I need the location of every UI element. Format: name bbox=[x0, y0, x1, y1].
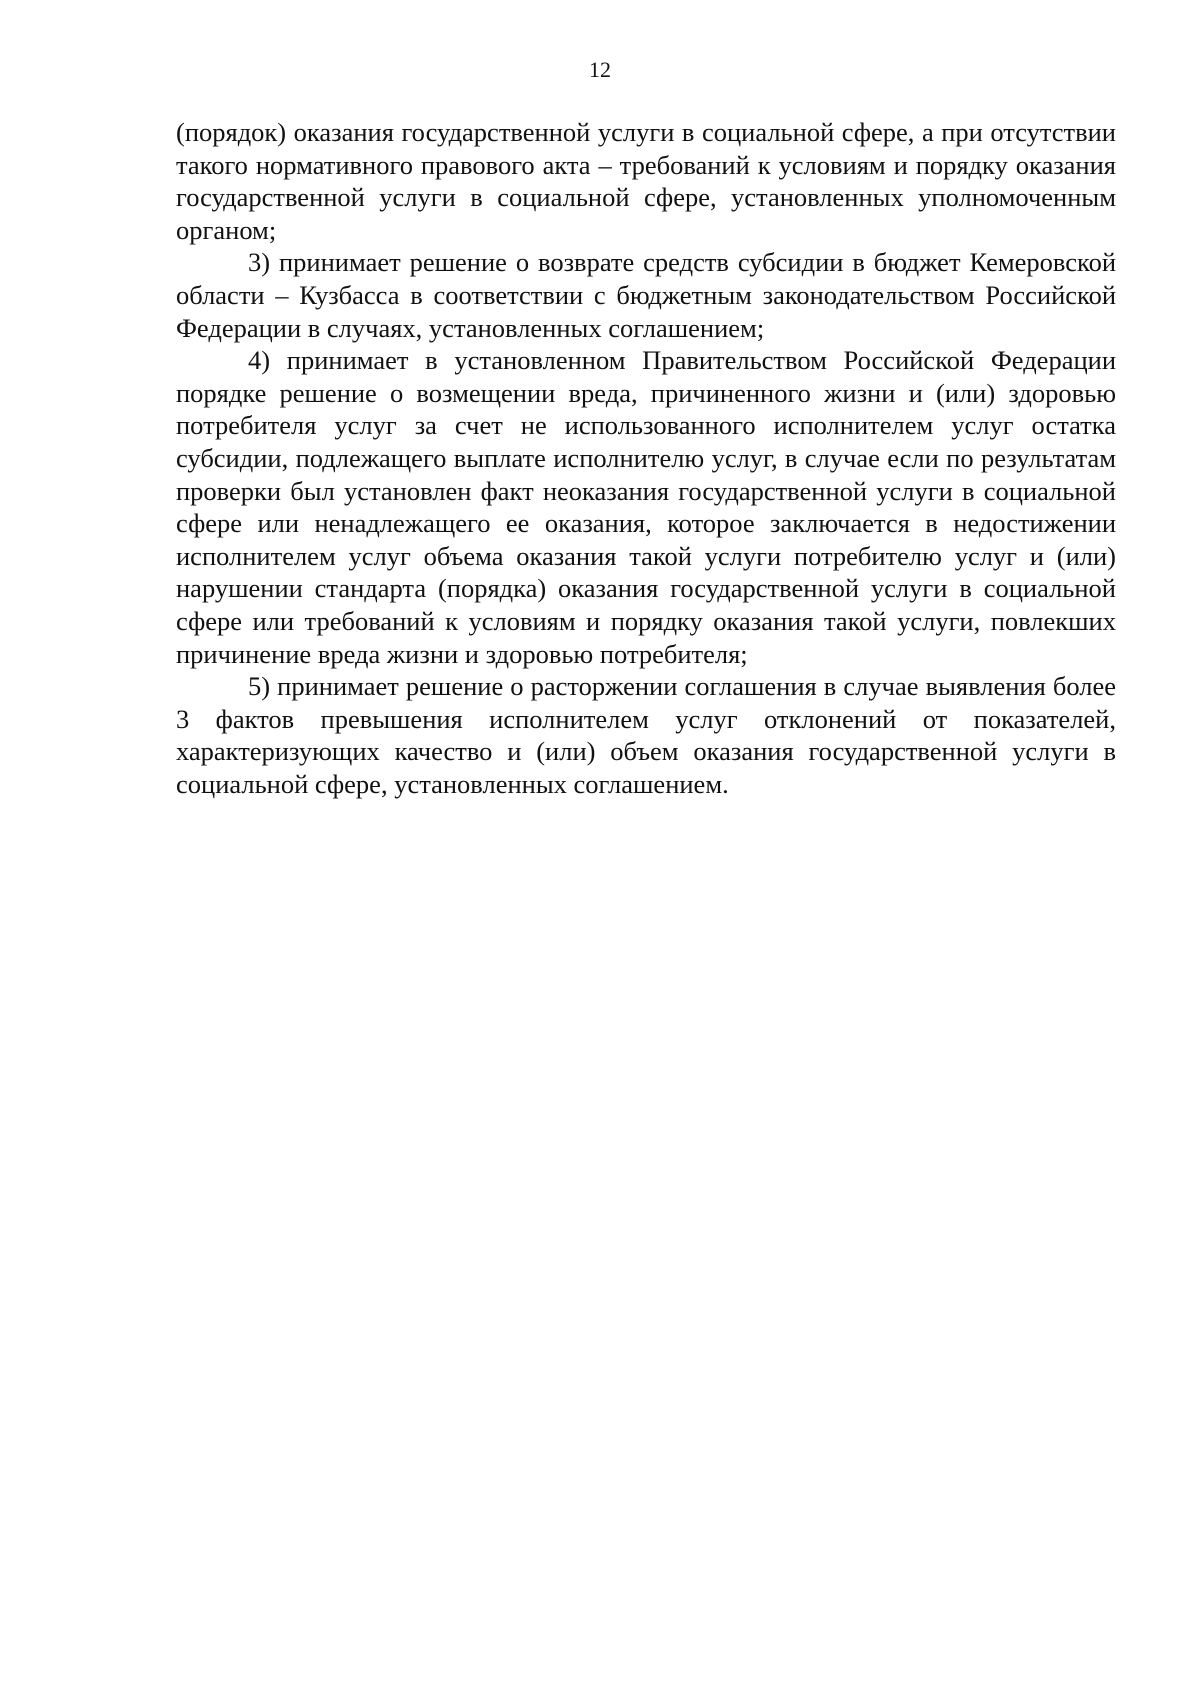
document-body bbox=[176, 116, 1116, 800]
paragraph-item-5: 5) принимает решение о расторжении соглашения в случае выявления более 3 фактов превышения исполнителем услуг отклонений от показателей, характеризующих качество и (или) объем оказания государственной услуги в социальной сфере, установленных соглашением. bbox=[176, 671, 1116, 799]
paragraph-item-4: 4) принимает в установленном Правительством Российской Федерации порядке решение о возмещении вреда, причиненного жизни и (или) здоровью потребителя услуг за счет не использованного исполнителем услуг остатка субсидии, подлежащего выплате исполнителю услуг, в случае если по результатам проверки был установлен факт неоказания государственной услуги в социальной сфере или ненадлежащего ее оказания, которое заключается в недостижении исполнителем услуг объема оказания такой услуги потребителю услуг и (или) нарушении стандарта (порядка) оказания государственной услуги в социальной сфере или требований к условиям и порядку оказания такой услуги, повлекших причинение вреда жизни и здоровью потребителя; bbox=[176, 345, 1116, 669]
paragraph-item-3: 3) принимает решение о возврате средств субсидии в бюджет Кемеровской области – Кузбасса в соответствии с бюджетным законодательством Российской Федерации в случаях, установленных соглашением; bbox=[176, 247, 1116, 343]
page-number: 12 bbox=[589, 57, 611, 82]
paragraph-continuation: (порядок) оказания государственной услуги в социальной сфере, а при отсутствии такого нормативного правового акта – требований к условиям и порядку оказания государственной услуги в социальной сфере, установленных уполномоченным органом; bbox=[176, 117, 1116, 245]
